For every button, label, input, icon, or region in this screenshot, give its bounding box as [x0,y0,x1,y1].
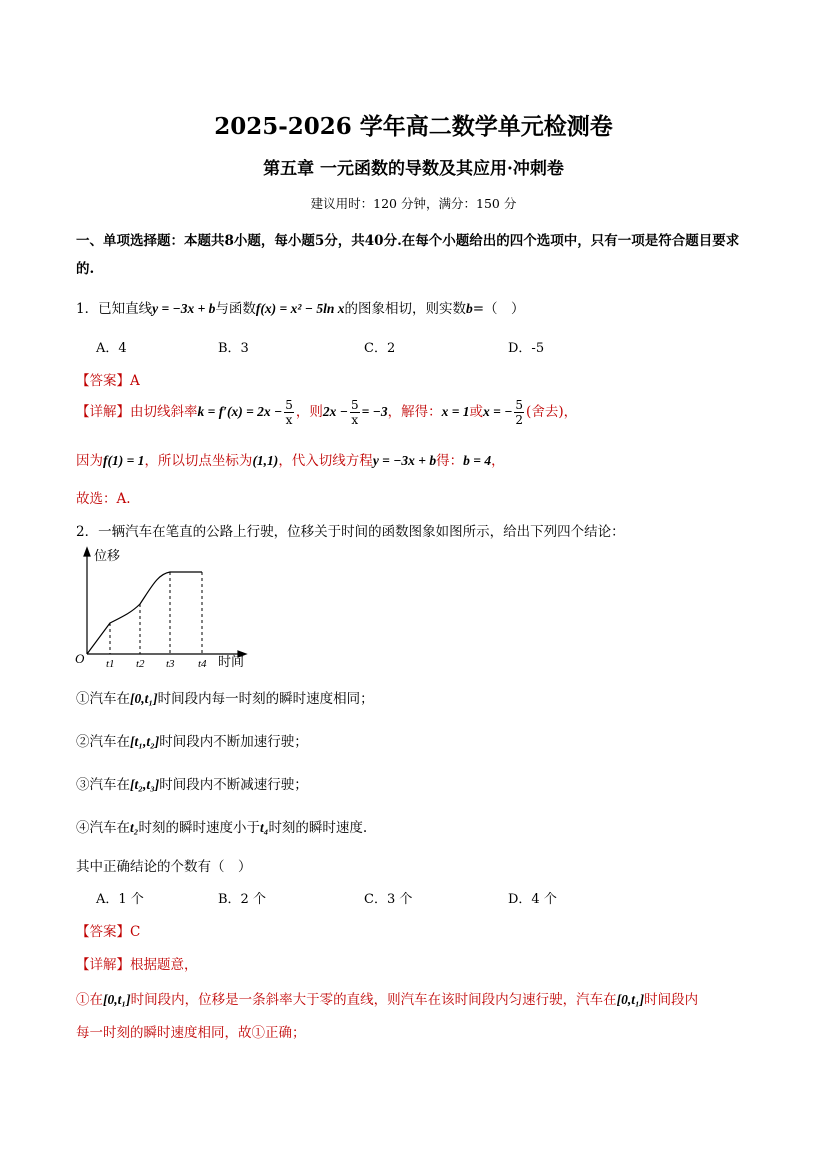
q1-detail-line-2: 因为f(1) = 1，所以切点坐标为(1,1)，代入切线方程y = −3x + b得：b = 4， [76,453,505,469]
q2-option-d: D．4 个 [508,892,557,907]
tick-t2: t2 [136,658,145,670]
question-2-stem: 2．一辆汽车在笔直的公路上行驶，位移关于时间的函数图象如图所示，给出下列四个结论： [76,524,625,540]
q2-answer: 【答案】C [76,924,141,940]
y-axis-label: 位移 [94,549,121,564]
statement-3: ③汽车在[t₂,t₃]时间段内不断减速行驶； [76,777,308,793]
q2-detail-intro: 【详解】根据题意， [76,957,198,973]
tick-t4: t4 [198,658,207,670]
q2-option-c: C．3 个 [364,892,413,907]
q1-option-d: D．-5 [508,341,545,356]
page-title: 2025-2026 学年高二数学单元检测卷 [214,113,613,140]
displacement-curve [87,572,202,654]
q1-detail-line-1: 【详解】由切线斜率k = f′(x) = 2x − $\frac{5}{x}$ ，则2x − $\frac{5}{x}$ = −3，解得：x = 1或x = − $\frac{5}{2}$ (舍去)， [76,398,578,427]
q2-detail-line-2: 每一时刻的瞬时速度相同，故①正确； [76,1025,306,1041]
question-2-ask: 其中正确结论的个数有（ ） [76,859,252,875]
tick-t3: t3 [166,658,175,670]
tick-t1: t1 [106,658,115,670]
q2-option-a: A．1 个 [96,892,144,907]
origin-label: O [75,651,85,666]
displacement-time-graph [72,546,262,672]
q2-option-b: B．2 个 [218,892,266,907]
statement-2: ②汽车在[t₁,t₂]时间段内不断加速行驶； [76,734,308,750]
statement-4: ④汽车在t₂时刻的瞬时速度小于t₄时刻的瞬时速度. [76,820,368,836]
q1-answer: 【答案】A [76,373,140,389]
q2-detail-line-1: ①在[0,t₁]时间段内，位移是一条斜率大于零的直线，则汽车在该时间段内匀速行驶，汽车在[0,t₁]时间段内 [76,992,699,1008]
statement-1: ①汽车在[0,t₁]时间段内每一时刻的瞬时速度相同； [76,691,374,707]
q1-option-c: C．2 [364,341,396,356]
x-axis-label: 时间 [218,655,245,670]
section-heading: 一、单项选择题：本题共8小题，每小题5分，共40分.在每个小题给出的四个选项中，只有一项是符合题目要求的. [76,233,740,277]
y-axis-arrow-icon [84,548,90,556]
chapter-subtitle: 第五章 一元函数的导数及其应用·冲刺卷 [263,159,564,179]
q1-conclusion: 故选：A. [76,491,131,507]
question-1-stem: 1．已知直线y = −3x + b与函数f(x) = x² − 5ln x的图象相切，则实数b=（ ） [76,301,525,317]
q1-option-a: A．4 [96,341,127,356]
exam-meta: 建议用时：120 分钟，满分：150 分 [310,196,517,211]
q1-option-b: B．3 [218,341,249,356]
